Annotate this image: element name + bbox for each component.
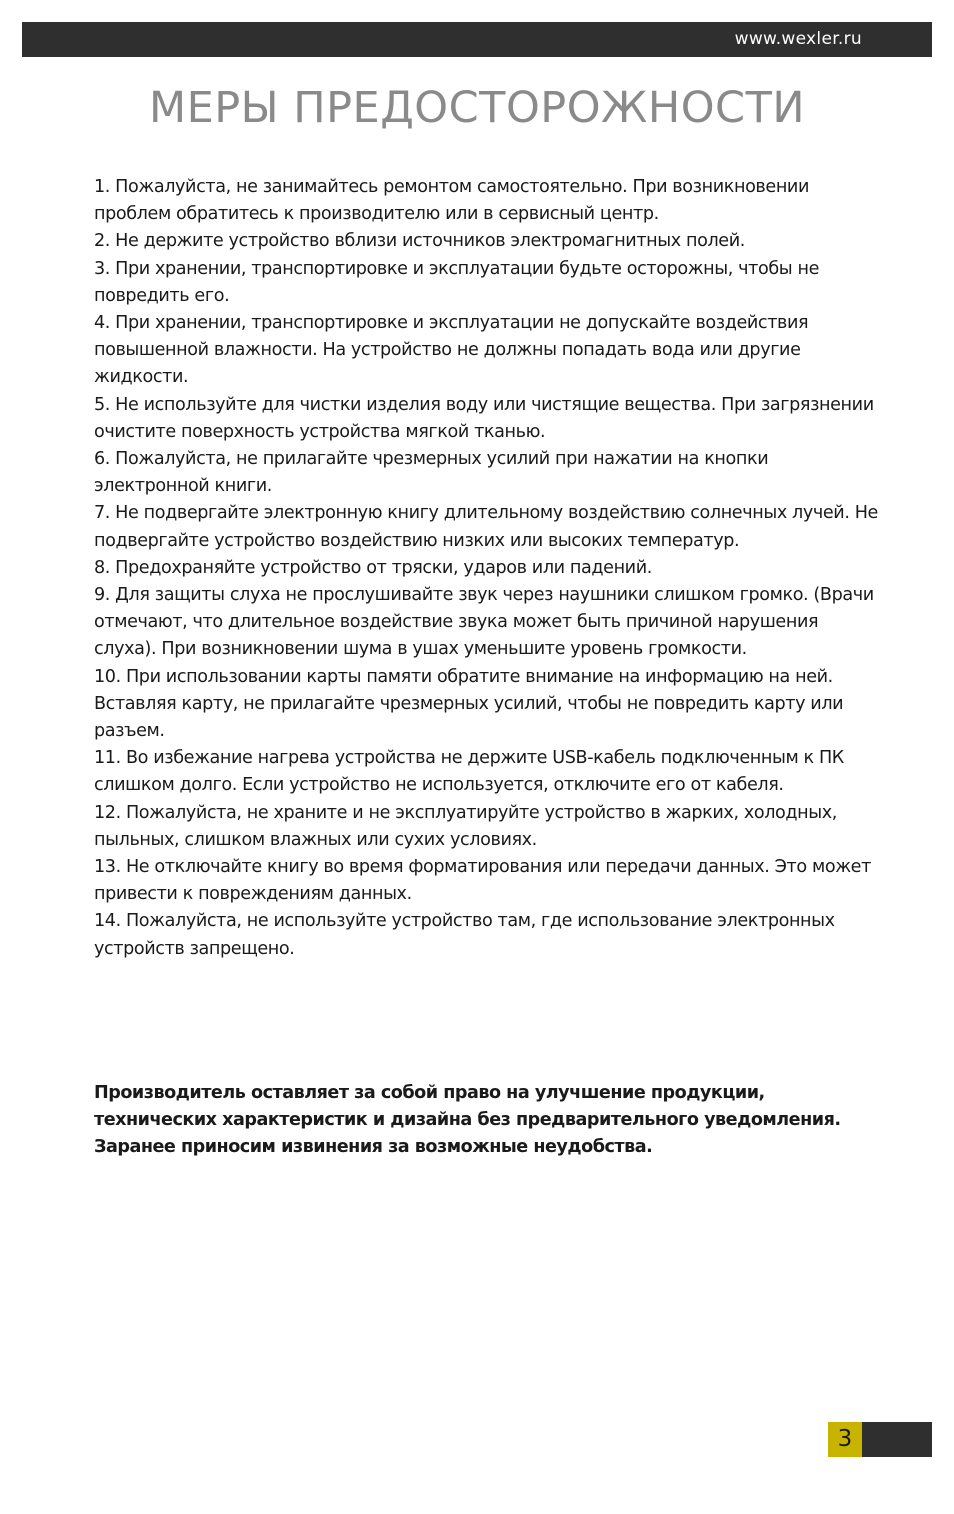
notice-line: технических характеристик и дизайна без предварительного уведомления. (94, 1110, 841, 1130)
page-number: 3 (828, 1422, 862, 1457)
precaution-item: 7. Не подвергайте электронную книгу длительному воздействию солнечных лучей. Не подвергайте устройство воздействию низких или высоких температур. (94, 503, 878, 551)
notice-line: Производитель оставляет за собой право на улучшение продукции, (94, 1083, 765, 1103)
precaution-item: 8. Предохраняйте устройство от тряски, ударов или падений. (94, 557, 652, 578)
notice-line: Заранее приносим извинения за возможные неудобства. (94, 1137, 653, 1157)
precaution-item: 11. Во избежание нагрева устройства не держите USB-кабель подключенным к ПК слишком долго. Если устройство не используется, отключите его от кабеля. (94, 748, 844, 796)
precaution-item: 14. Пожалуйста, не используйте устройство там, где использование электронных устройств запрещено. (94, 911, 835, 959)
header-bar (22, 22, 932, 57)
precaution-item: 4. При хранении, транспортировке и эксплуатации не допускайте воздействия повышенной влажности. На устройство не должны попадать вода или другие жидкости. (94, 313, 809, 388)
page-title: МЕРЫ ПРЕДОСТОРОЖНОСТИ (148, 83, 806, 133)
manufacturer-notice (94, 1080, 894, 1161)
precaution-item: 13. Не отключайте книгу во время форматирования или передачи данных. Это может привести к повреждениям данных. (94, 857, 871, 905)
precaution-item: 2. Не держите устройство вблизи источников электромагнитных полей. (94, 231, 745, 252)
precaution-item: 12. Пожалуйста, не храните и не эксплуатируйте устройство в жарких, холодных, пыльных, слишком влажных или сухих условиях. (94, 802, 837, 850)
precaution-item: 6. Пожалуйста, не прилагайте чрезмерных усилий при нажатии на кнопки электронной книги. (94, 449, 769, 497)
precaution-item: 3. При хранении, транспортировке и эксплуатации будьте осторожны, чтобы не повредить его. (94, 258, 820, 306)
precaution-item: 9. Для защиты слуха не прослушивайте звук через наушники слишком громко. (Врачи отмечают, что длительное воздействие звука может быть причиной нарушения слуха). При возникновении шума в ушах уменьшите уровень громкости. (94, 585, 874, 660)
precautions-list (94, 174, 884, 963)
footer-bar (862, 1422, 932, 1457)
precaution-item: 5. Не используйте для чистки изделия воду или чистящие вещества. При загрязнении очистите поверхность устройства мягкой тканью. (94, 394, 874, 442)
precaution-item: 10. При использовании карты памяти обратите внимание на информацию на ней. Вставляя карту, не прилагайте чрезмерных усилий, чтобы не повредить карту или разъем. (94, 666, 844, 742)
precaution-item: 1. Пожалуйста, не занимайтесь ремонтом самостоятельно. При возникновении проблем обратитесь к производителю или в сервисный центр. (94, 177, 809, 225)
website-url: www.wexler.ru (734, 29, 862, 49)
